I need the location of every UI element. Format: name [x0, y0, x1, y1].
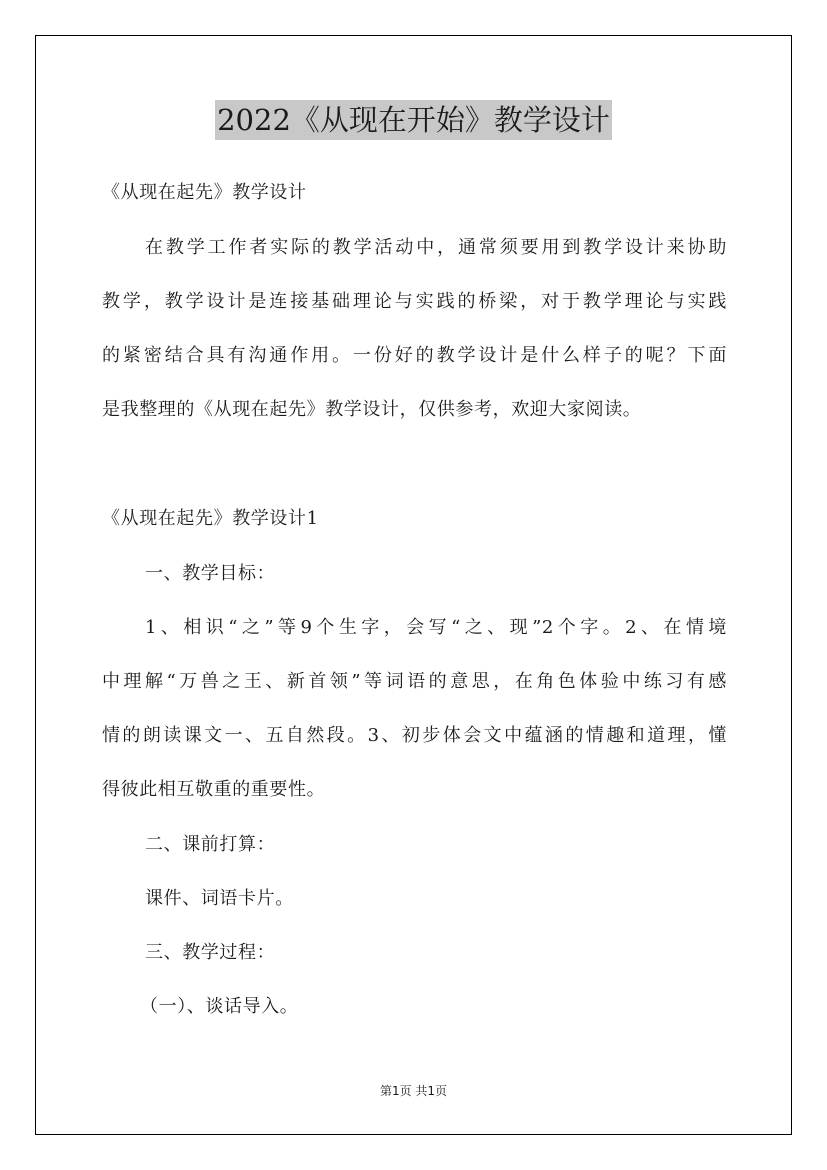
- intro-line-1: 在教学工作者实际的教学活动中，通常须要用到教学设计来协助: [145, 237, 727, 258]
- page-footer: 第1页 共1页: [379, 1084, 448, 1098]
- step-introduction: （一）、谈话导入。: [140, 996, 299, 1017]
- intro-line-3: 的紧密结合具有沟通作用。一份好的教学设计是什么样子的呢？下面: [102, 345, 727, 366]
- document-subtitle: 《从现在起先》教学设计: [102, 182, 307, 203]
- preparation-text: 课件、词语卡片。: [145, 888, 294, 909]
- heading-preparation: 二、课前打算：: [145, 834, 276, 855]
- goals-line-4: 得彼此相互敬重的重要性。: [102, 779, 326, 800]
- heading-teaching-process: 三、教学过程：: [145, 942, 276, 963]
- intro-line-4: 是我整理的《从现在起先》教学设计，仅供参考，欢迎大家阅读。: [102, 399, 642, 420]
- section-title: 《从现在起先》教学设计1: [102, 508, 319, 529]
- document-title: 2022《从现在开始》教学设计: [215, 100, 612, 140]
- title-container: [0, 100, 827, 140]
- goals-line-1: 1、相识“之”等9个生字，会写“之、现”2个字。2、在情境: [145, 617, 727, 638]
- goals-line-3: 情的朗读课文一、五自然段。3、初步体会文中蕴涵的情趣和道理，懂: [102, 725, 727, 746]
- heading-teaching-goals: 一、教学目标：: [145, 563, 276, 584]
- goals-line-2: 中理解“万兽之王、新首领”等词语的意思，在角色体验中练习有感: [102, 671, 727, 692]
- intro-line-2: 教学，教学设计是连接基础理论与实践的桥梁，对于教学理论与实践: [102, 291, 727, 312]
